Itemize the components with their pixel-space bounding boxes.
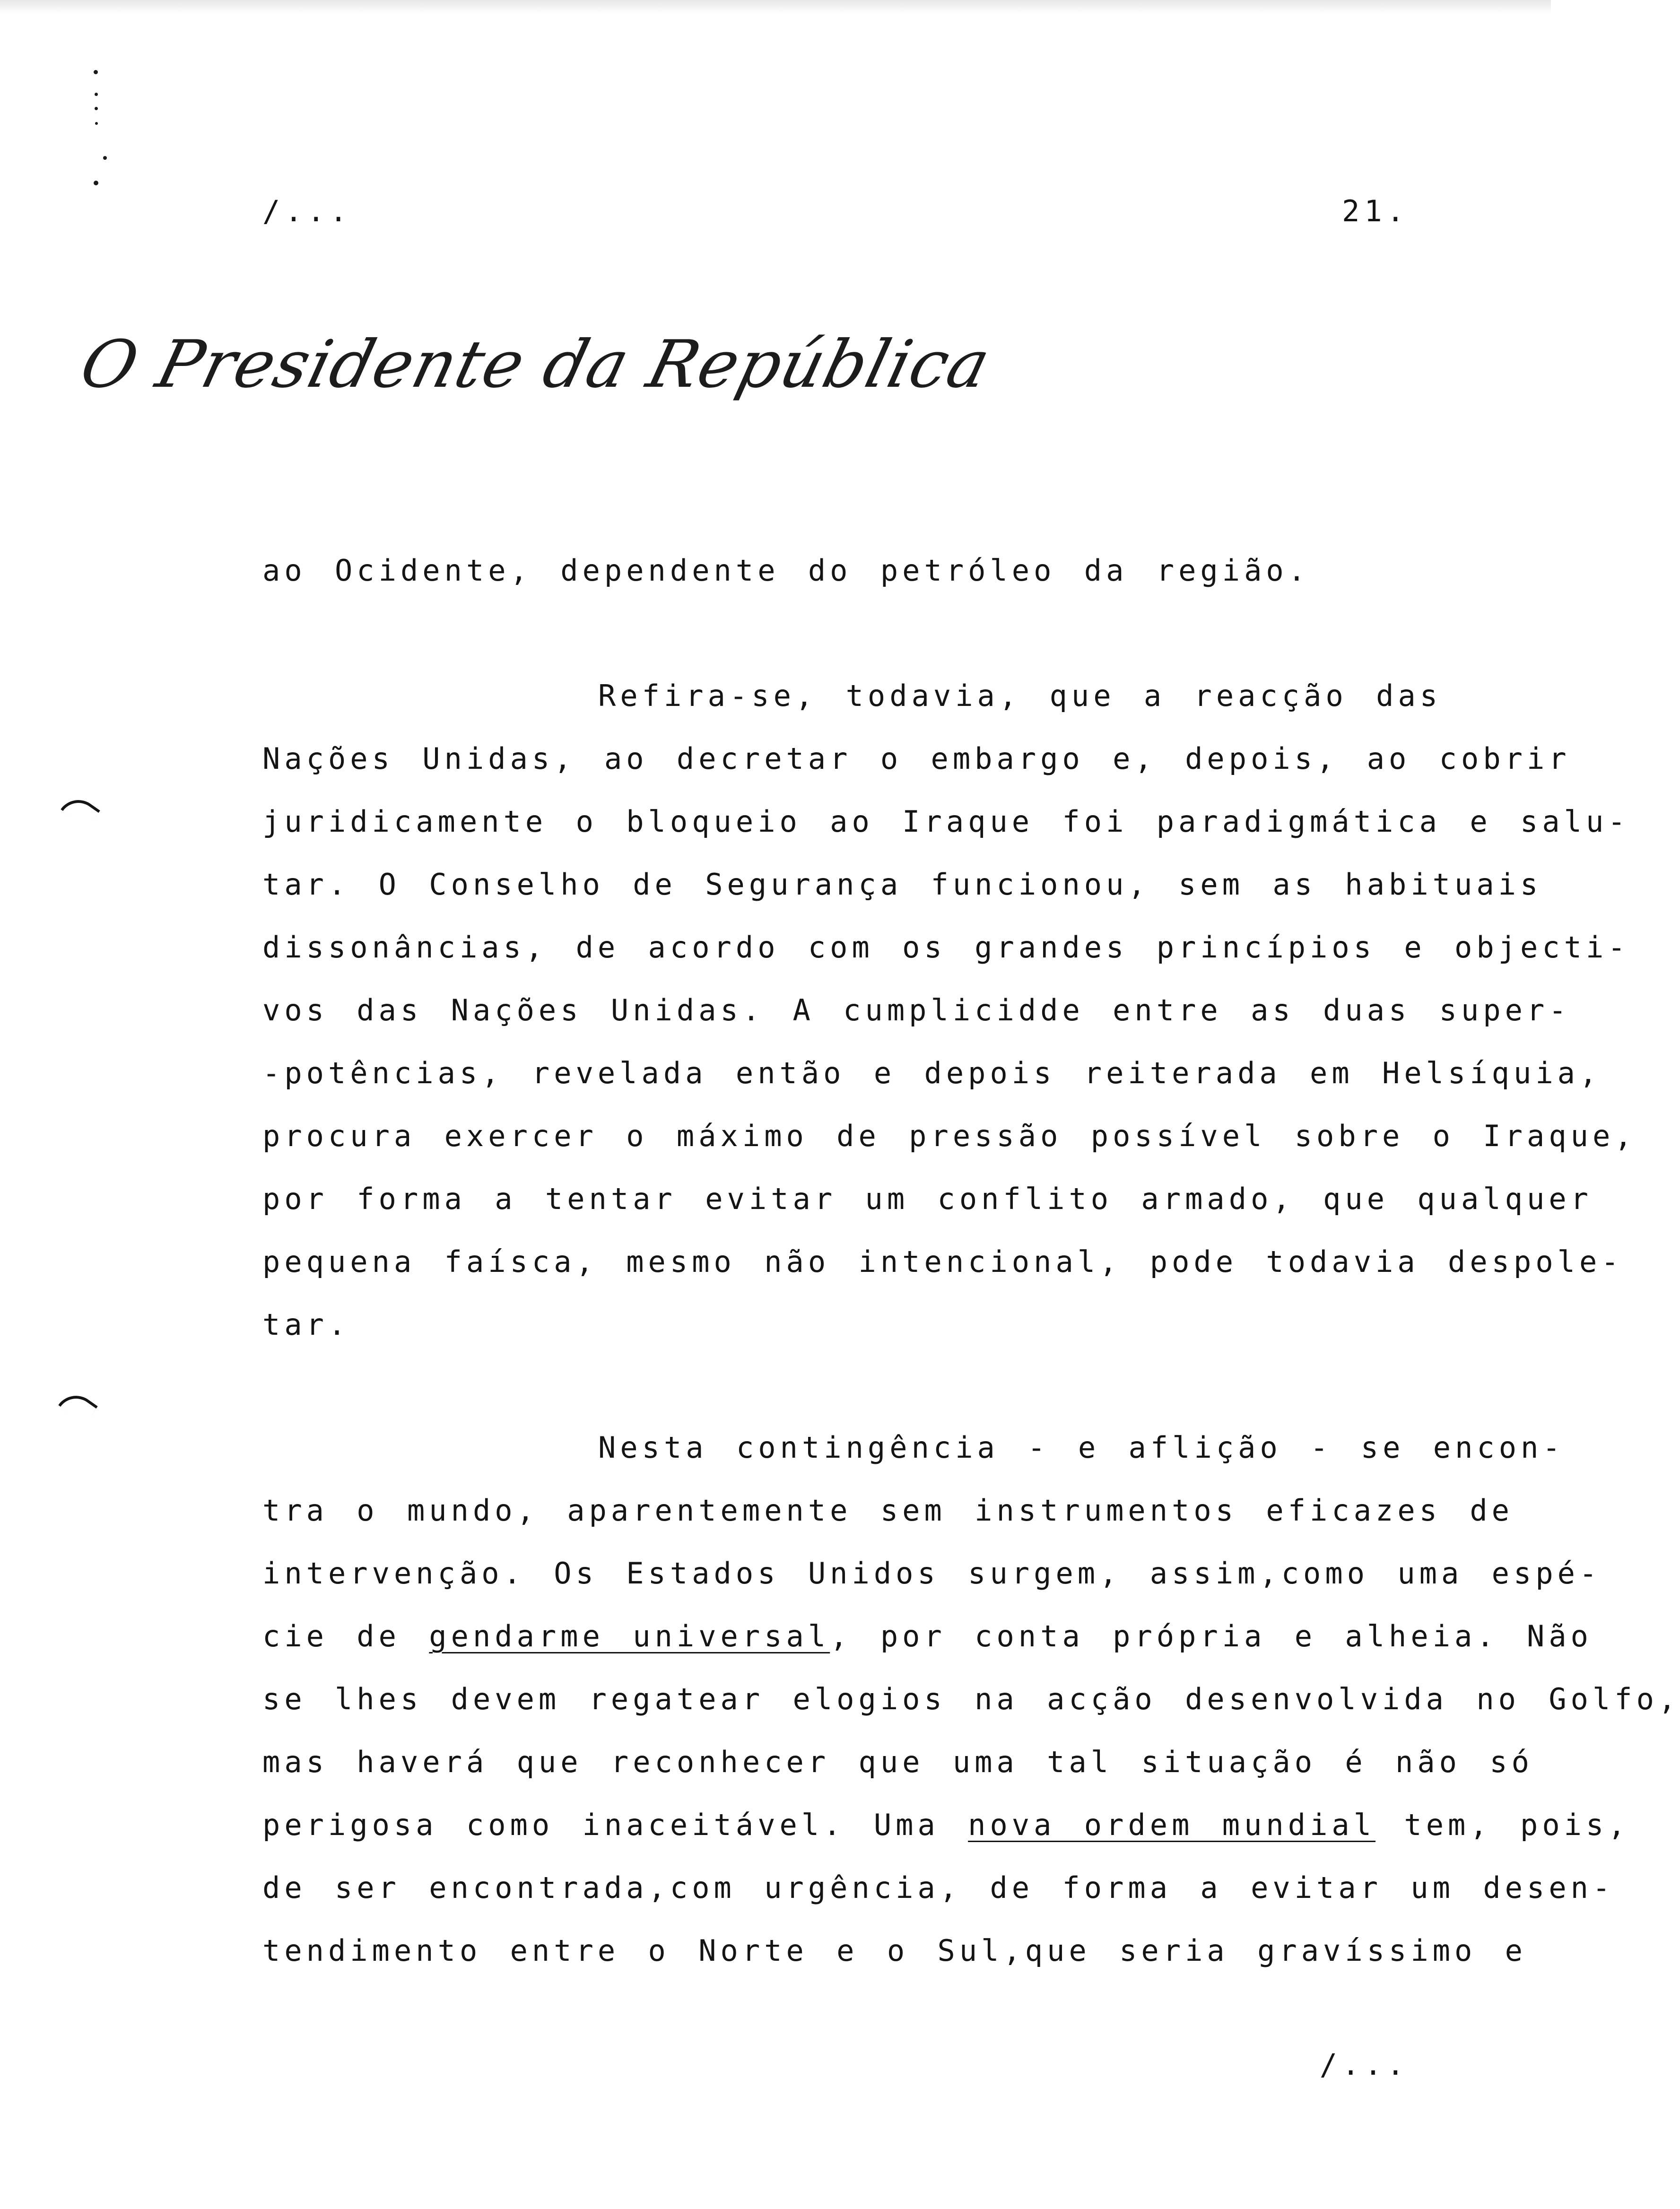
opening-line bbox=[262, 539, 1411, 602]
text-line: mas haverá que reconhecer que uma tal situação é não só bbox=[262, 1745, 1533, 1779]
letterhead: O Presidente da República bbox=[73, 326, 998, 402]
margin-dot bbox=[94, 70, 98, 74]
margin-dot bbox=[103, 156, 107, 160]
text-line: -potências, revelada então e depois reiterada em Helsíquia, bbox=[262, 1056, 1602, 1090]
text-line: juridicamente o bloqueio ao Iraque foi paradigmática e salu- bbox=[262, 804, 1630, 839]
margin-bracket-mark bbox=[61, 791, 100, 828]
footer-continuation-mark: /... bbox=[1319, 2047, 1409, 2082]
text-fragment: tem, pois, bbox=[1375, 1808, 1630, 1842]
text-line: tendimento entre o Norte e o Sul,que seria gravíssimo e bbox=[262, 1933, 1527, 1968]
text-line: Nesta contingência - e aflição - se encon- bbox=[598, 1430, 1565, 1465]
paragraph-2 bbox=[262, 1416, 1680, 1982]
margin-dot bbox=[95, 93, 98, 96]
paragraph-1 bbox=[262, 664, 1636, 1356]
page-number: 21. bbox=[1342, 194, 1409, 228]
text-line: de ser encontrada,com urgência, de forma a evitar um desen- bbox=[262, 1870, 1615, 1905]
text-line: ao Ocidente, dependente do petróleo da região. bbox=[262, 553, 1310, 588]
text-fragment: cie de bbox=[262, 1619, 429, 1653]
text-line: tar. bbox=[262, 1307, 350, 1342]
text-line: por forma a tentar evitar um conflito armado, que qualquer bbox=[262, 1182, 1593, 1216]
underlined-term-gendarme-universal: gendarme universal bbox=[429, 1619, 830, 1653]
header-continuation-mark: /... bbox=[262, 194, 352, 228]
margin-dot bbox=[95, 107, 98, 110]
scan-edge bbox=[0, 0, 1551, 14]
text-line: intervenção. Os Estados Unidos surgem, assim,como uma espé- bbox=[262, 1556, 1602, 1591]
text-line: dissonâncias, de acordo com os grandes princípios e objecti- bbox=[262, 930, 1630, 965]
text-line: Refira-se, todavia, que a reacção das bbox=[598, 678, 1442, 713]
margin-bracket-mark bbox=[58, 1387, 98, 1424]
text-fragment: , por conta própria e alheia. Não bbox=[830, 1619, 1593, 1653]
text-line: vos das Nações Unidas. A cumplicidde entre as duas super- bbox=[262, 993, 1571, 1027]
underlined-term-nova-ordem-mundial: nova ordem mundial bbox=[968, 1808, 1376, 1842]
margin-dot bbox=[95, 122, 98, 125]
text-line: tar. O Conselho de Segurança funcionou, sem as habituais bbox=[262, 867, 1542, 902]
text-fragment: perigosa como inaceitável. Uma bbox=[262, 1808, 968, 1842]
text-line: tra o mundo, aparentemente sem instrumentos eficazes de bbox=[262, 1493, 1514, 1528]
text-line bbox=[262, 1793, 1630, 1856]
text-line: se lhes devem regatear elogios na acção desenvolvida no Golfo, bbox=[262, 1682, 1680, 1716]
margin-dot bbox=[94, 181, 98, 185]
text-line: Nações Unidas, ao decretar o embargo e, depois, ao cobrir bbox=[262, 741, 1571, 776]
text-line bbox=[262, 1605, 1593, 1668]
text-line: procura exercer o máximo de pressão possível sobre o Iraque, bbox=[262, 1119, 1636, 1153]
text-line: pequena faísca, mesmo não intencional, pode todavia despole- bbox=[262, 1244, 1623, 1279]
